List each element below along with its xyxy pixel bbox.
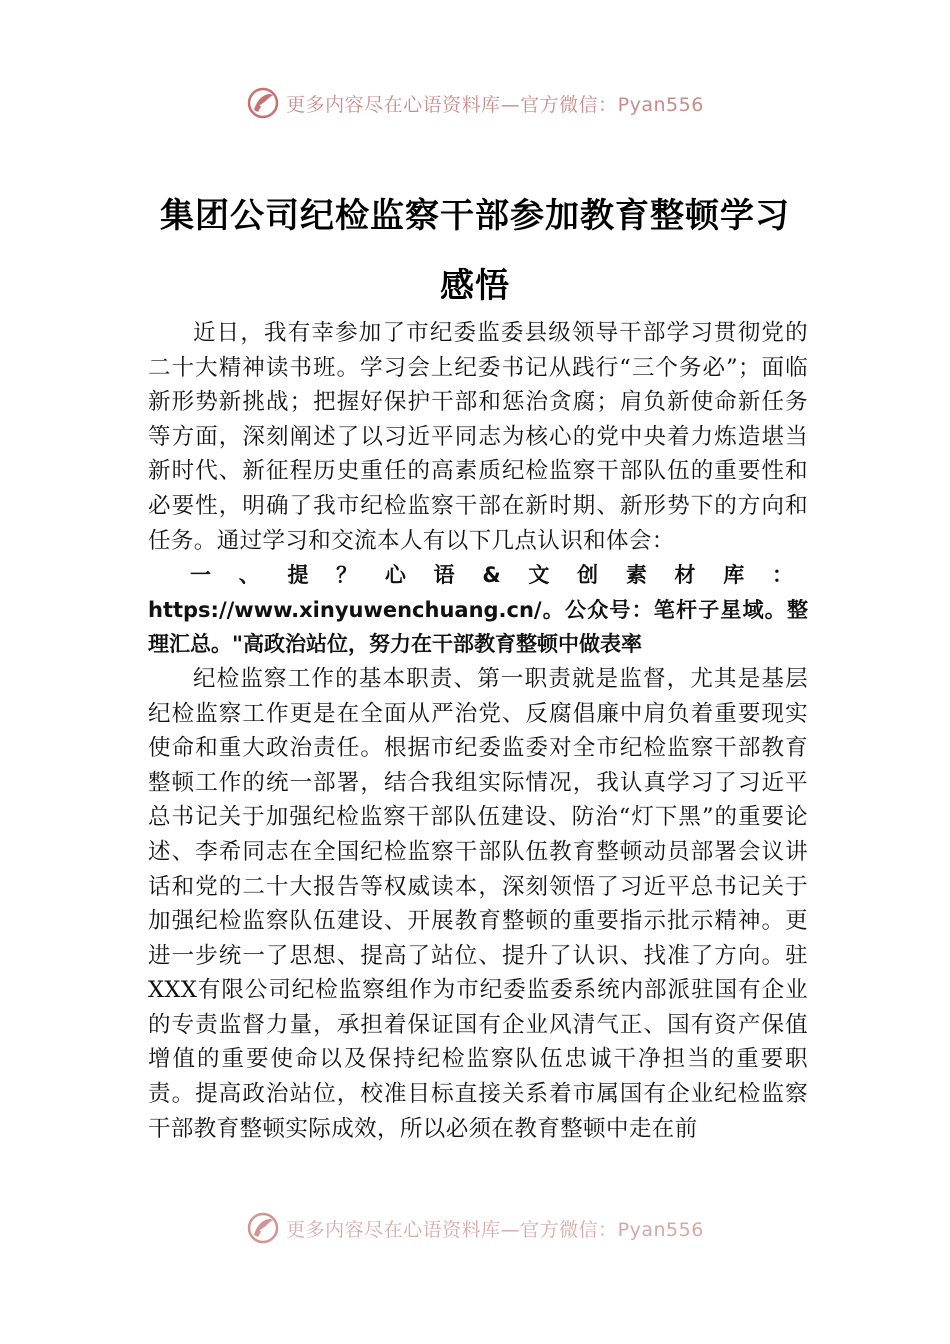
section-heading-rest: https://www.xinyuwenchuang.cn/。公众号：笔杆子星域。整理汇总。"高政治站位，努力在干部教育整顿中做表率 <box>148 597 808 657</box>
watermark-footer <box>0 1211 950 1245</box>
document-title-line2: 感悟 <box>440 266 510 306</box>
paragraph-intro: 近日，我有幸参加了市纪委监委县级领导干部学习贯彻党的二十大精神读书班。学习会上纪委书记从践行“三个务必”；面临新形势新挑战；把握好保护干部和惩治贪腐；肩负新使命新任务等方面，深刻阐述了以习近平同志为核心的党中央着力炼造堪当新时代、新征程历史重任的高素质纪检监察干部队伍的重要性和必要性，明确了我市纪检监察干部在新时期、新形势下的方向和任务。通过学习和交流本人有以下几点认识和体会： <box>148 320 808 554</box>
document-title-line1: 集团公司纪检监察干部参加教育整顿学习 <box>160 196 790 236</box>
paragraph-section1: 纪检监察工作的基本职责、第一职责就是监督，尤其是基层纪检监察工作更是在全面从严治党、反腐倡廉中肩负着重要现实使命和重大政治责任。根据市纪委监委对全市纪检监察干部教育整顿工作的统一部署，结合我组实际情况，我认真学习了习近平总书记关于加强纪检监察干部队伍建设、防治“灯下黑”的重要论述、李希同志在全国纪检监察干部队伍教育整顿动员部署会议讲话和党的二十大报告等权威读本，深刻领悟了习近平总书记关于加强纪检监察队伍建设、开展教育整顿的重要指示批示精神。更进一步统一了思想、提高了站位、提升了认识、找准了方向。驻XXX有限公司纪检监察组作为市纪委监委系统内部派驻国有企业的专责监督力量，承担着保证国有企业风清气正、国有资产保值增值的重要使命以及保持纪检监察队伍忠诚干净担当的重要职责。提高政治站位，校准目标直接关系着市属国有企业纪检监察干部教育整顿实际成效，所以必须在教育整顿中走在前 <box>148 665 808 1142</box>
logo-icon <box>246 1211 280 1245</box>
section-heading <box>148 558 808 662</box>
logo-icon <box>246 86 280 120</box>
document-body <box>148 316 808 1146</box>
watermark-text: 更多内容尽在心语资料库—官方微信：Pyan556 <box>286 93 704 116</box>
section-heading-prefix: 一、提？心语&文创素材库： <box>190 563 808 588</box>
watermark-text: 更多内容尽在心语资料库—官方微信：Pyan556 <box>286 1218 704 1241</box>
watermark-header <box>0 86 950 120</box>
